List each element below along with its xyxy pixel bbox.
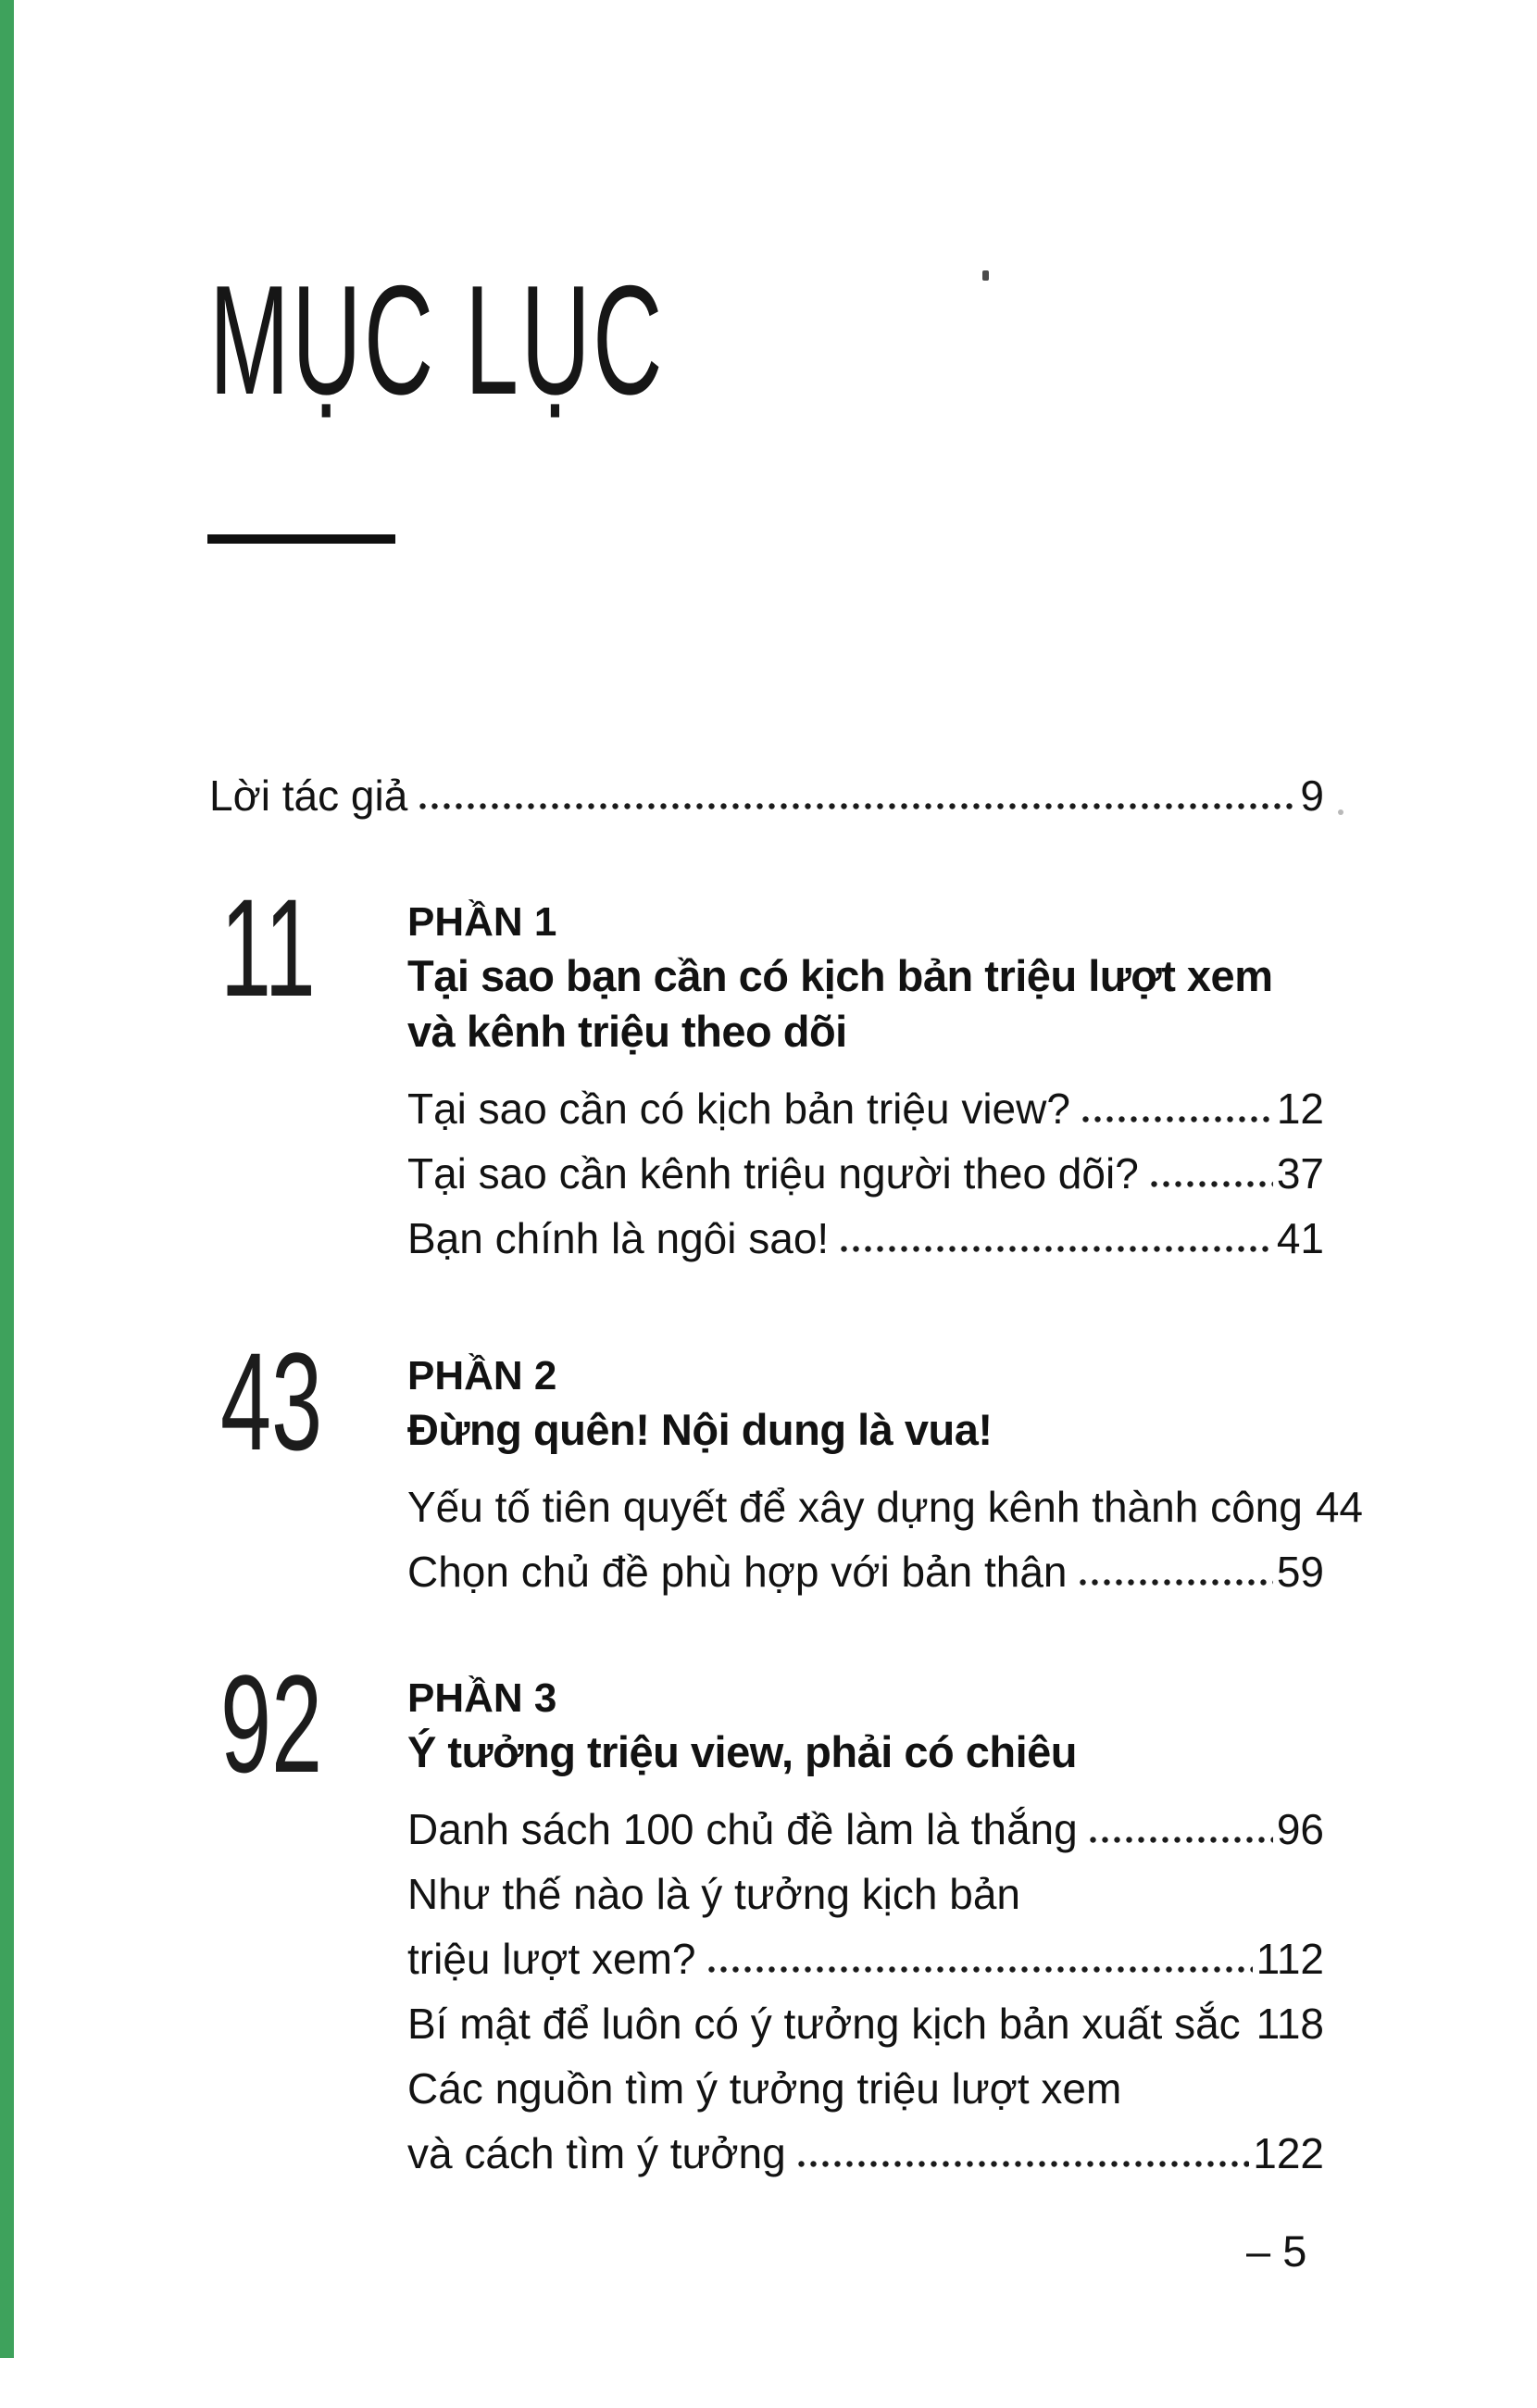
toc-entry-line — [407, 1797, 1324, 1862]
toc-entry-line — [407, 2056, 1324, 2121]
toc-entry-page: 12 — [1276, 1085, 1324, 1133]
toc-entry-line — [407, 1474, 1364, 1539]
section-title-line: và kênh triệu theo dõi — [407, 1007, 847, 1056]
scan-speck — [982, 270, 989, 281]
toc-entry-page: 96 — [1276, 1805, 1324, 1853]
section-title-line: Ý tưởng triệu view, phải có chiêu — [407, 1727, 1077, 1776]
toc-entry-page: 41 — [1276, 1214, 1324, 1262]
section-number-text: 43 — [220, 1323, 323, 1479]
section-entries — [407, 1797, 1324, 2186]
toc-entry-line — [407, 1141, 1324, 1206]
section-title-line: Đừng quên! Nội dung là vua! — [407, 1405, 993, 1454]
toc-entry-label: và cách tìm ý tưởng — [407, 2129, 786, 2177]
toc-entry-line — [407, 1076, 1324, 1141]
toc-entry-page: 59 — [1276, 1548, 1324, 1596]
section-number — [220, 870, 365, 1025]
dot-leader — [795, 2160, 1250, 2168]
dot-leader — [1080, 1115, 1273, 1123]
toc-entry-line — [407, 1926, 1324, 1991]
toc-entry-line — [407, 1539, 1324, 1604]
section-content — [407, 897, 1324, 1271]
section-content — [407, 1350, 1364, 1604]
dot-leader — [838, 1245, 1273, 1253]
section-number-text: 11 — [220, 870, 316, 1025]
scan-speck — [1338, 809, 1343, 815]
toc-entry-label: Bí mật để luôn có ý tưởng kịch bản xuất sắc — [407, 2000, 1241, 2048]
toc-entry-label: Chọn chủ đề phù hợp với bản thân — [407, 1548, 1068, 1596]
toc-entry-line — [407, 1862, 1324, 1926]
section-part-label: PHẦN 3 — [407, 1675, 557, 1721]
toc-entry-page: 44 — [1315, 1483, 1364, 1531]
toc-entry-line — [407, 1991, 1324, 2056]
section-entries — [407, 1474, 1364, 1604]
toc-section — [209, 1646, 1324, 2186]
toc-entry-page: 118 — [1256, 2000, 1324, 2048]
toc-entry-label: Tại sao cần có kịch bản triệu view? — [407, 1085, 1070, 1133]
toc-entry-page: 37 — [1276, 1149, 1324, 1198]
front-item-label: Lời tác giả — [209, 771, 408, 820]
section-part-label: PHẦN 2 — [407, 1353, 557, 1398]
dot-leader — [1087, 1836, 1273, 1844]
section-title-line: Tại sao bạn cần có kịch bản triệu lượt xem — [407, 951, 1273, 1000]
toc-entry-label: Bạn chính là ngôi sao! — [407, 1214, 830, 1262]
toc-entry-label: Như thế nào là ý tưởng kịch bản — [407, 1870, 1021, 1918]
toc-entry-page: 112 — [1256, 1935, 1324, 1983]
toc-section — [209, 1323, 1364, 1604]
dot-leader — [1250, 2030, 1253, 2038]
section-title — [407, 1402, 1324, 1458]
section-number — [220, 1323, 375, 1479]
toc-entry-label: triệu lượt xem? — [407, 1935, 696, 1983]
dot-leader — [706, 1965, 1253, 1974]
front-item-page: 9 — [1300, 771, 1324, 820]
dot-leader — [1148, 1180, 1273, 1188]
section-part-label: PHẦN 1 — [407, 899, 557, 945]
section-title — [407, 948, 1324, 1060]
section-content — [407, 1673, 1324, 2186]
section-number — [220, 1646, 375, 1801]
section-entries — [407, 1076, 1324, 1271]
toc-entry-label: Tại sao cần kênh triệu người theo dõi? — [407, 1149, 1139, 1198]
dot-leader — [1077, 1578, 1273, 1587]
toc-entry-label: Danh sách 100 chủ đề làm là thắng — [407, 1805, 1078, 1853]
toc-entry-page: 122 — [1253, 2129, 1324, 2177]
toc-entry-line — [407, 1206, 1324, 1271]
toc-entry-label: Các nguồn tìm ý tưởng triệu lượt xem — [407, 2064, 1122, 2113]
section-title — [407, 1724, 1324, 1780]
section-number-text: 92 — [220, 1646, 323, 1801]
toc-section — [209, 870, 1324, 1271]
page-footer-number: – 5 — [1246, 2226, 1307, 2276]
toc-entry-line — [407, 2121, 1324, 2186]
toc-entry-label: Yếu tố tiên quyết để xây dựng kênh thành công — [407, 1483, 1303, 1531]
page-title-text: MỤC LỤC — [209, 253, 665, 427]
